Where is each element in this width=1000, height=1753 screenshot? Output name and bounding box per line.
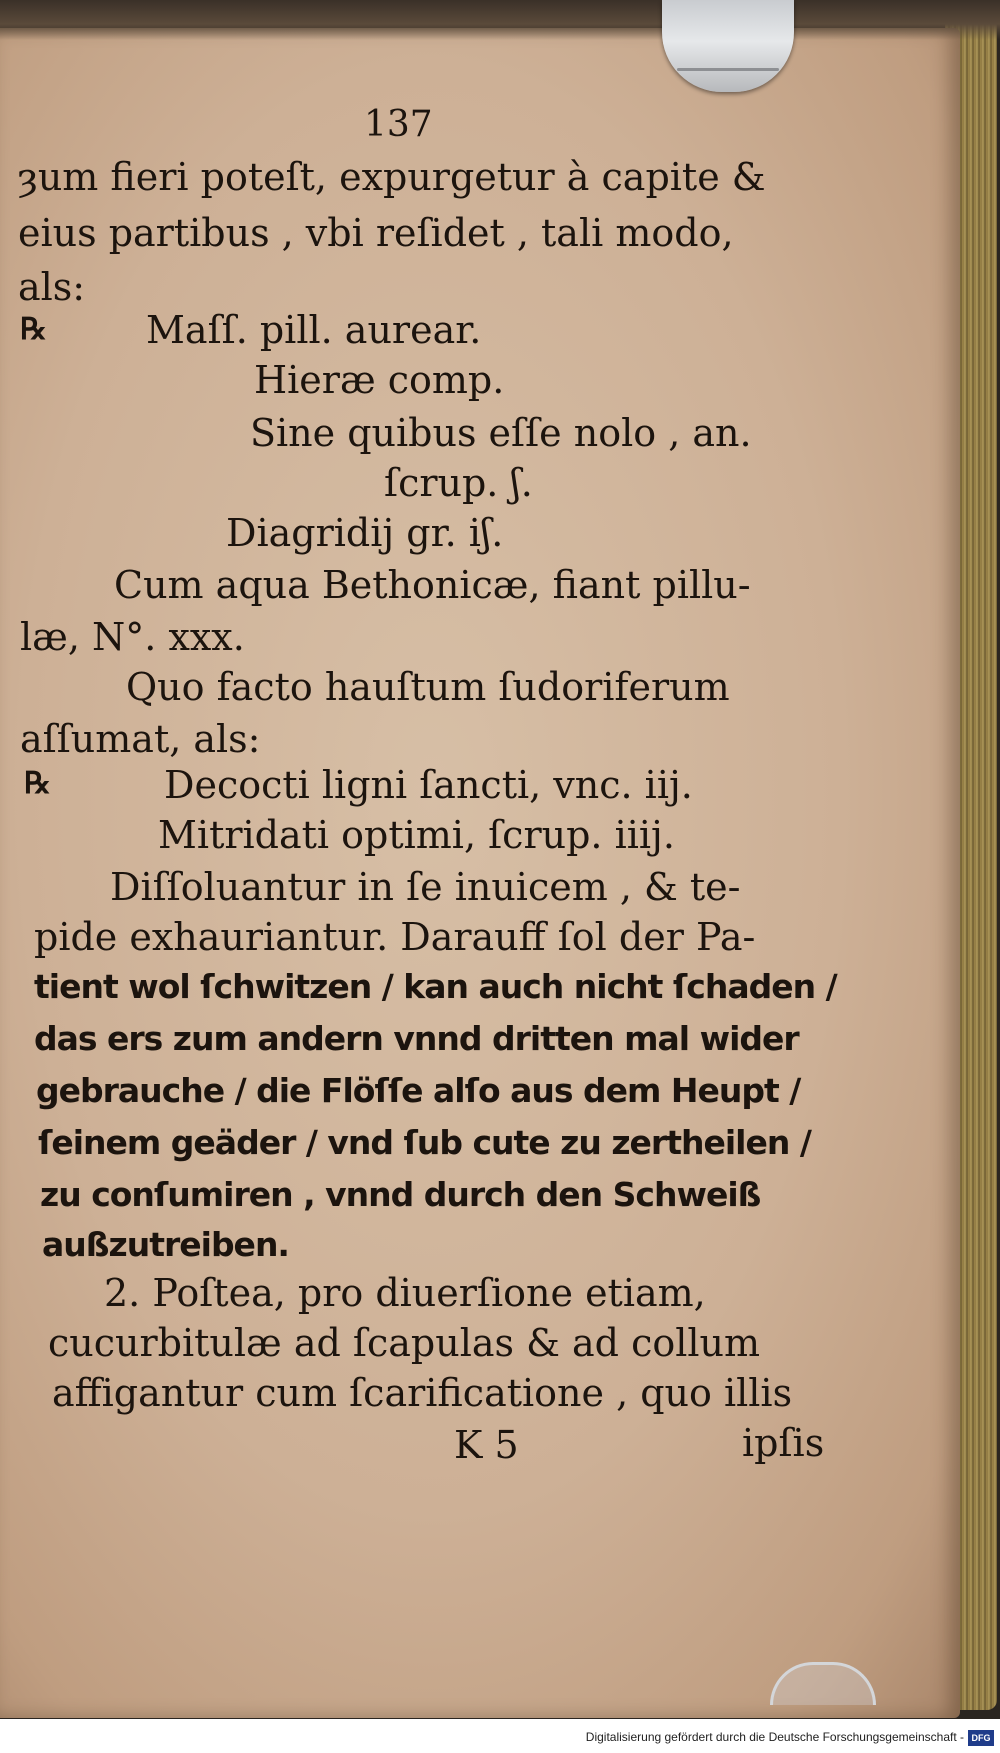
recipe-symbol-icon: ℞	[20, 312, 47, 347]
text-line-21: zu conſumiren , vnnd durch den Schweiß	[40, 1175, 761, 1214]
text-line-12: aſſumat, als:	[20, 717, 261, 761]
text-line-20: ſeinem geäder / vnd ſub cute zu zertheilen /	[38, 1123, 811, 1162]
text-line-1: ȝum fieri poteſt, expurgetur à capite &	[18, 155, 766, 199]
footer-bar	[0, 1719, 1000, 1753]
recipe-symbol-icon-2: ℞	[24, 766, 51, 801]
text-line-11: Quo facto hauſtum ſudoriferum	[126, 665, 730, 709]
text-line-10: læ, N°. xxx.	[20, 615, 245, 659]
text-line-8: Diagridij gr. iʃ.	[226, 511, 504, 555]
page-top-shadow	[0, 0, 1000, 40]
catchword: ipſis	[742, 1421, 825, 1465]
text-line-2: eius partibus , vbi reſidet , tali modo,	[18, 211, 734, 255]
top-clip-edge	[677, 68, 779, 71]
text-line-18: das ers zum andern vnnd dritten mal wider	[34, 1019, 799, 1058]
text-line-19: gebrauche / die Flöſſe alſo aus dem Heupt /	[36, 1071, 801, 1110]
text-line-4: Maſſ. pill. aurear.	[146, 308, 482, 352]
text-line-24: cucurbitulæ ad ſcapulas & ad collum	[48, 1321, 761, 1365]
text-line-25: affigantur cum ſcarificatione , quo illis	[52, 1371, 793, 1415]
footer-credit: Digitalisierung gefördert durch die Deutsche Forschungsgemeinschaft -	[585, 1730, 964, 1744]
page-number: 137	[364, 104, 433, 145]
text-line-7: ſcrup. ʃ.	[384, 461, 533, 505]
text-line-13: Decocti ligni ſancti, vnc. iij.	[164, 763, 693, 807]
signature-mark: K 5	[454, 1423, 519, 1467]
text-line-15: Diſſoluantur in ſe inuicem , & te-	[110, 865, 741, 909]
text-line-16: pide exhauriantur. Darauff ſol der Pa-	[34, 915, 756, 959]
text-line-5: Hieræ comp.	[254, 358, 505, 402]
text-line-14: Mitridati optimi, ſcrup. iiij.	[158, 813, 675, 857]
dfg-logo-icon: DFG	[968, 1730, 994, 1746]
text-line-17: tient wol ſchwitzen / kan auch nicht ſchaden /	[34, 967, 837, 1006]
text-line-22: außzutreiben.	[42, 1225, 289, 1264]
text-line-9: Cum aqua Bethonicæ, fiant pillu-	[114, 563, 751, 607]
text-line-6: Sine quibus eſſe nolo , an.	[250, 411, 752, 455]
text-line-3: als:	[18, 265, 86, 309]
text-line-23: 2. Poſtea, pro diuerſione etiam,	[104, 1271, 706, 1315]
